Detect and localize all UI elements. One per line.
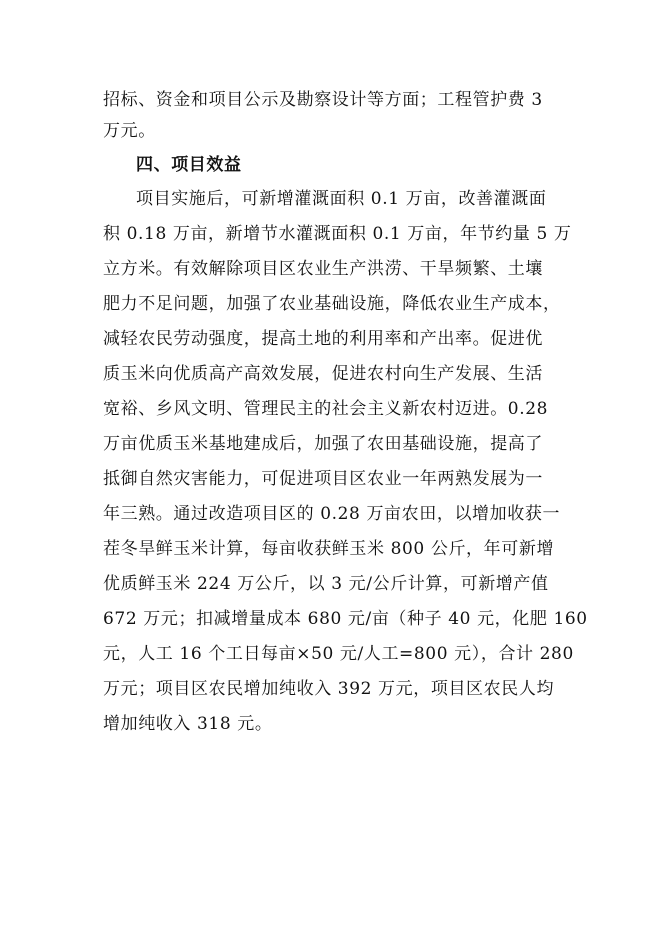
text-line: 茬冬旱鲜玉米计算，每亩收获鲜玉米 800 公斤，年可新增 (103, 539, 555, 559)
text-line: 积 0.18 万亩，新增节水灌溉面积 0.1 万亩，年节约量 5 万 (103, 224, 572, 244)
text-line: 万元。 (103, 121, 156, 141)
text-line: 立方米。有效解除项目区农业生产洪涝、干旱频繁、土壤 (103, 259, 543, 279)
text-line: 减轻农民劳动强度，提高土地的利用率和产出率。促进优 (103, 329, 543, 349)
text-line: 项目实施后，可新增灌溉面积 0.1 万亩，改善灌溉面 (136, 189, 547, 209)
text-line: 元，人工 16 个工日每亩×50 元/人工=800 元），合计 280 (103, 644, 574, 664)
text-line: 招标、资金和项目公示及勘察设计等方面；工程管护费 3 (103, 90, 543, 110)
text-line: 672 万元；扣减增量成本 680 元/亩（种子 40 元，化肥 160 (103, 609, 588, 629)
text-line: 年三熟。通过改造项目区的 0.28 万亩农田，以增加收获一 (103, 504, 561, 524)
text-line: 肥力不足问题，加强了农业基础设施，降低农业生产成本， (103, 294, 561, 314)
text-line: 优质鲜玉米 224 万公斤，以 3 元/公斤计算，可新增产值 (103, 574, 549, 594)
text-line: 质玉米向优质高产高效发展，促进农村向生产发展、生活 (103, 364, 543, 384)
text-line: 万元；项目区农民增加纯收入 392 万元，项目区农民人均 (103, 679, 555, 699)
text-line: 宽裕、乡风文明、管理民主的社会主义新农村迈进。0.28 (103, 399, 549, 419)
section-heading: 四、项目效益 (136, 155, 242, 175)
text-line: 万亩优质玉米基地建成后，加强了农田基础设施，提高了 (103, 434, 543, 454)
text-line: 抵御自然灾害能力，可促进项目区农业一年两熟发展为一 (103, 469, 543, 489)
text-line: 增加纯收入 318 元。 (103, 714, 273, 734)
